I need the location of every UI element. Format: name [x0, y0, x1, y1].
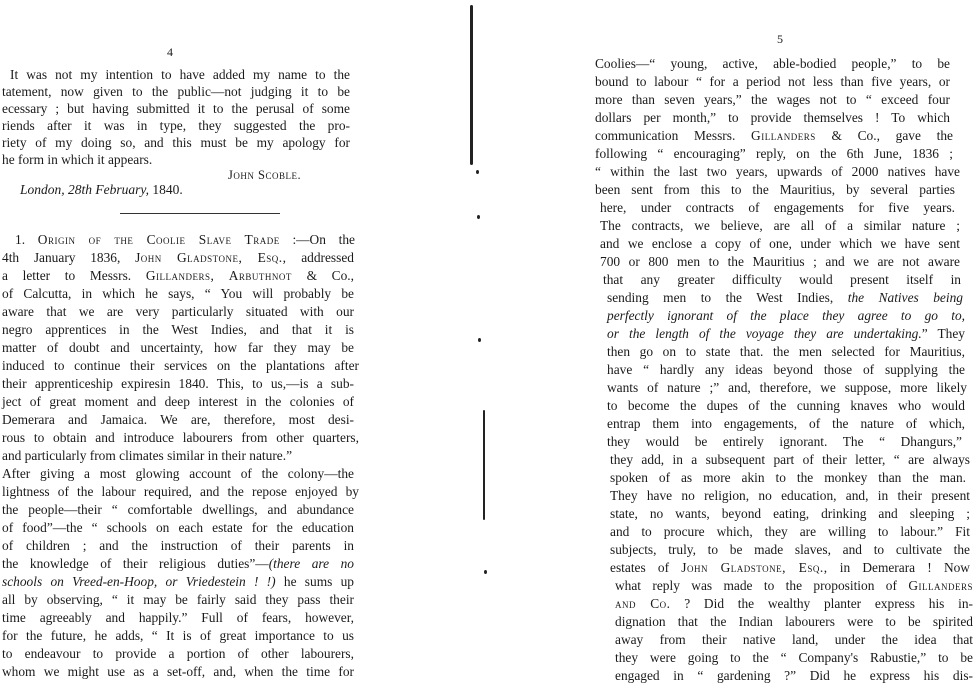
body-line: Coolies—“ young, active, able-bodied people,” to be	[595, 56, 950, 71]
body-line: all by observing, “ it may be fairly said they pass their	[2, 592, 354, 607]
italic-span: or the length of the voyage they are undertaking.	[607, 326, 922, 341]
section-heading-line	[15, 230, 355, 249]
body-line: they would be entirely ignorant. The “ Dhangurs,”	[607, 434, 962, 449]
body-line: have “ hardly any ideas beyond those of supplying the	[607, 362, 965, 377]
body-line: induced to continue their services on the plantations after	[2, 358, 359, 373]
body-line: rous to obtain and introduce labourers from other quarters,	[2, 430, 359, 445]
firm-name: Gillanders, Arbuthnot	[145, 268, 292, 283]
text-span: what reply was made to the proposition of	[615, 578, 897, 593]
preface-line: riety of my doing so, and this must be my apology for	[2, 135, 350, 150]
body-line: for the future, he adds, “ It is of great importance to us	[2, 628, 354, 643]
body-line	[607, 324, 965, 343]
text-span: communication Messrs.	[595, 128, 736, 143]
body-line: engaged in “ gardening ?” Did he express his dis-	[615, 668, 973, 683]
body-line: The contracts, we believe, are all of a similar nature ;	[600, 218, 960, 233]
body-line: ject of great moment and deep interest in the colonies of	[2, 394, 354, 409]
italic-span: schools on Vreed-en-Hoop, or Vriedestein ! !)	[2, 574, 276, 589]
section-divider	[120, 213, 280, 214]
italic-span: (there are no	[268, 556, 354, 571]
preface-line: he form in which it appears.	[2, 152, 153, 167]
text-span: sending men to the West Indies,	[607, 290, 834, 305]
preface-line: It was not my intention to have added my name to the	[10, 67, 350, 82]
body-line: matter of doubt and uncertainty, how far they may be	[2, 340, 354, 355]
body-line: After giving a most glowing account of the colony—the	[2, 466, 354, 481]
body-line: wants of nature ;” and, therefore, we suppose, more likely	[607, 380, 967, 395]
body-line	[2, 266, 354, 285]
body-line: following “ encouraging” reply, on the 6th June, 1836 ;	[595, 146, 953, 161]
body-line: 700 or 800 men to the Mauritius ; and we are not aware	[600, 254, 960, 269]
body-line: aware that we are very particularly situated with our	[2, 304, 354, 319]
firm-name: Gillanders	[908, 578, 973, 593]
body-line: their apprenticeship expiresin 1840. This, to us,—is a sub-	[2, 376, 354, 391]
body-line	[615, 594, 973, 613]
body-line: “ within the last two years, upwards of 2000 natives have	[595, 164, 960, 179]
preface-line: ecessary ; but having submitted it to the perusal of some	[2, 101, 350, 116]
body-line: here, under contracts of engagements for five years.	[600, 200, 955, 215]
body-line: they were going to the “ Company's Rabustie,” to be	[615, 650, 973, 665]
body-line: entrap them into engagements, of the nature of which,	[607, 416, 965, 431]
body-line: away from their native land, under the idea that	[615, 632, 973, 647]
gutter-speck	[477, 215, 480, 219]
text-span: & Co.,	[306, 268, 354, 283]
body-line: more than seven years,” the wages not to “ exceed four	[595, 92, 950, 107]
text-span: & Co., gave the	[831, 128, 953, 143]
gutter-speck	[484, 570, 487, 574]
text-span: he sums up	[283, 574, 354, 589]
body-line: lightness of the labour required, and the repose enjoyed by	[2, 484, 359, 499]
body-line: then go on to state that. the men selected for Mauritius,	[607, 344, 965, 359]
text-span: estates of	[610, 560, 670, 575]
date-year: 1840.	[152, 182, 183, 197]
body-line	[595, 126, 953, 145]
body-line: of children ; and the instruction of their parents in	[2, 538, 354, 553]
body-line: and to procure which, they are willing to labour.” Fit	[610, 524, 970, 539]
body-line: they add, in a subsequent part of their letter, “ are always	[610, 452, 970, 467]
body-line: state, no wants, beyond eating, drinking and sleeping ;	[610, 506, 970, 521]
signature: John Scoble.	[228, 168, 302, 182]
date-text: 28th February,	[68, 182, 150, 197]
text-span: ” They	[921, 326, 965, 341]
body-line: negro apprentices in the West Indies, and that it is	[2, 322, 354, 337]
body-line: to endeavour to provide a portion of other labourers,	[2, 646, 354, 661]
text-span: ? Did the wealthy planter express his in-	[684, 596, 973, 611]
body-line: that any greater difficulty would present itself in	[603, 272, 961, 287]
firm-name: Gillanders	[751, 128, 816, 143]
body-line: of food”—the “ schools on each estate for the education	[2, 520, 354, 535]
text-span: in Demerara ! Now	[839, 560, 970, 575]
text-span: the knowledge of their religious duties”—	[2, 556, 269, 571]
section-heading: Origin of the Coolie Slave Trade	[37, 232, 280, 247]
body-line: been sent from this to the Mauritius, by several parties	[595, 182, 955, 197]
body-line	[610, 558, 970, 577]
heading-line-rest: :—On the	[292, 232, 355, 247]
gutter-speck	[478, 338, 481, 342]
body-line	[2, 248, 354, 267]
body-line: and particularly from climates similar in their nature.”	[2, 448, 293, 463]
body-line	[2, 554, 354, 573]
body-line: spoken of as more akin to the monkey than the man.	[610, 470, 966, 485]
preface-line: tatement, now given to the public—not judging it to be	[2, 84, 350, 99]
body-line: subjects, truly, to be made slaves, and to cultivate the	[610, 542, 970, 557]
body-line	[607, 288, 963, 307]
body-line: Demerara and Jamaica. We are, therefore, most desi-	[2, 412, 354, 427]
body-line: dollars per month,” to provide themselves ! To which	[595, 110, 950, 125]
body-line: They have no religion, no education, and, in their present	[610, 488, 970, 503]
body-line: and we enclose a copy of one, under which we have sent	[600, 236, 960, 251]
section-number: 1.	[15, 232, 26, 247]
text-span: a letter to Messrs.	[2, 268, 132, 283]
body-line: whom we might use as a set-off, and, when the time for	[2, 664, 354, 679]
body-line	[607, 306, 965, 325]
firm-name: and Co.	[615, 596, 671, 611]
body-line: dignation that the Indian labourers were to be spirited	[615, 614, 973, 629]
date-place: London,	[20, 182, 65, 197]
gutter-binding-shadow	[483, 410, 485, 520]
right-page	[585, 0, 980, 683]
person-name: John Gladstone, Esq.,	[681, 560, 828, 575]
body-line	[615, 576, 973, 595]
body-line	[2, 572, 354, 591]
gutter-binding-shadow	[470, 5, 473, 165]
text-span: 4th January 1836,	[2, 250, 121, 265]
body-line: bound to labour “ for a period not less than five years, or	[595, 74, 950, 89]
gutter-speck	[476, 170, 479, 174]
body-line: the people—their “ comfortable dwellings, and abundance	[2, 502, 354, 517]
dateline	[20, 182, 183, 198]
page-number: 5	[777, 32, 783, 46]
page-number: 4	[167, 45, 173, 59]
left-page	[0, 0, 380, 683]
italic-span: the Natives being	[847, 290, 963, 305]
body-line: time agreeably and happily.” Full of fears, however,	[2, 610, 354, 625]
body-line: to become the dupes of the cunning knaves who would	[607, 398, 965, 413]
person-name: John Gladstone, Esq.,	[135, 250, 287, 265]
preface-line: riends after it was in type, they suggested the pro-	[2, 118, 350, 133]
body-line: of Calcutta, in which he says, “ You will probably be	[2, 286, 354, 301]
text-span: addressed	[301, 250, 354, 265]
italic-span: perfectly ignorant of the place they agree to go to,	[607, 308, 965, 323]
